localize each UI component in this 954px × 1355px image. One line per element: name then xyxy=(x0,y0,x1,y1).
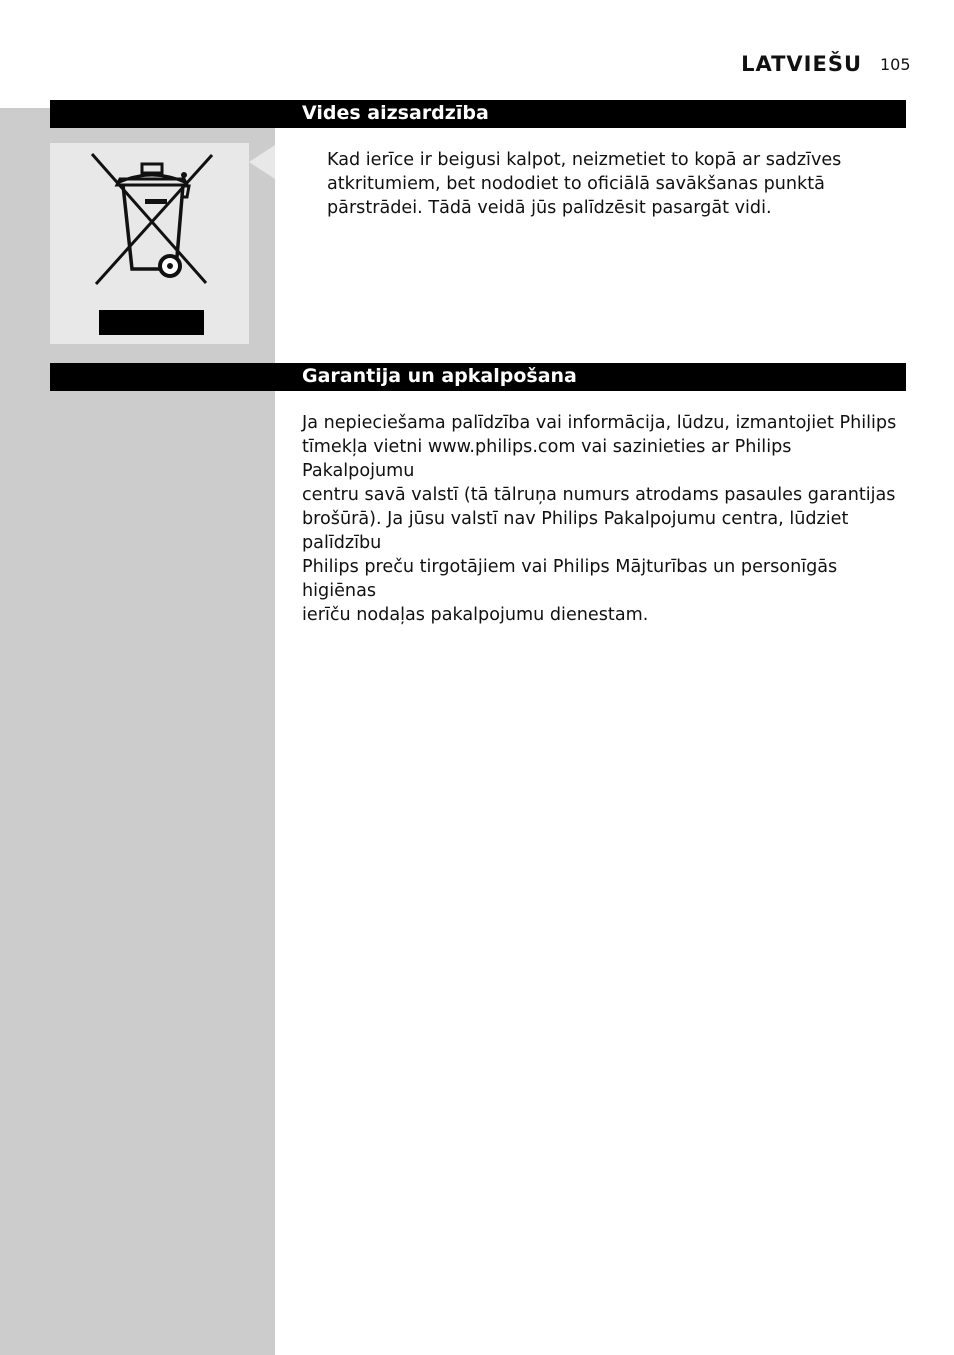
figure-pointer xyxy=(249,145,275,179)
warranty-paragraph xyxy=(302,411,902,627)
section-title-environment: Vides aizsardzība xyxy=(302,102,489,124)
weee-figure xyxy=(50,143,249,344)
text-line: Kad ierīce ir beigusi kalpot, neizmetiet to kopā ar sadzīves xyxy=(327,150,842,170)
section-bar-environment xyxy=(50,100,906,128)
text-line: centru savā valstī (tā tālruņa numurs atrodams pasaules garantijas xyxy=(302,485,896,505)
text-line: tīmekļa vietni www.philips.com vai sazinieties ar Philips Pakalpojumu xyxy=(302,437,792,481)
text-line: atkritumiem, bet nododiet to oficiālā savākšanas punktā xyxy=(327,174,825,194)
text-line: ierīču nodaļas pakalpojumu dienestam. xyxy=(302,605,649,625)
text-line: pārstrādei. Tādā veidā jūs palīdzēsit pasargāt vidi. xyxy=(327,198,772,218)
environment-paragraph xyxy=(327,148,887,220)
section-bar-warranty xyxy=(50,363,906,391)
text-line: Philips preču tirgotājiem vai Philips Mājturības un personīgās higiēnas xyxy=(302,557,838,601)
text-line: brošūrā). Ja jūsu valstī nav Philips Pakalpojumu centra, lūdziet palīdzību xyxy=(302,509,849,553)
crossed-out-wheelie-bin-icon xyxy=(50,143,249,344)
language-heading: LATVIEŠU xyxy=(741,52,862,76)
section-title-warranty: Garantija un apkalpošana xyxy=(302,365,577,387)
text-line: Ja nepieciešama palīdzība vai informācija, lūdzu, izmantojiet Philips xyxy=(302,413,897,433)
page-number: 105 xyxy=(880,55,911,74)
